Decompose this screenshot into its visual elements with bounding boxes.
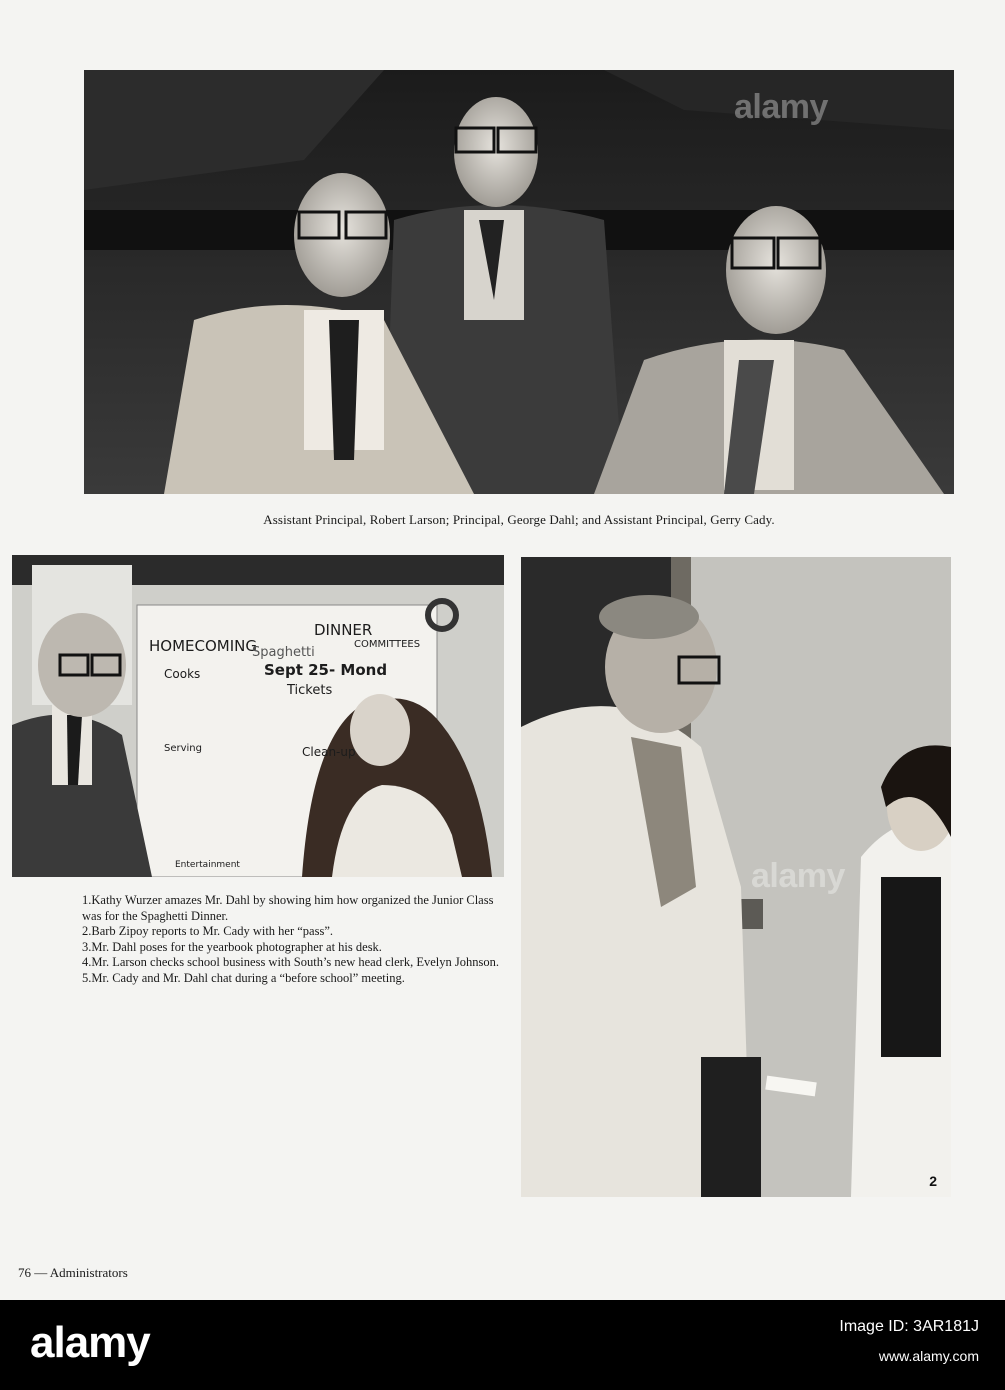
board-serving: Serving	[164, 743, 202, 754]
stock-banner	[0, 1300, 1005, 1390]
alamy-logo: alamy	[30, 1318, 150, 1367]
board-entertainment: Entertainment	[175, 860, 240, 870]
caption-item: 2.Barb Zipoy reports to Mr. Cady with her “pass”.	[82, 924, 333, 938]
homecoming-board-photo-art	[12, 555, 504, 877]
homecoming-board-photo	[12, 555, 504, 877]
page-folio: 76 — Administrators	[18, 1265, 128, 1280]
watermark-text: alamy	[751, 857, 845, 895]
board-date: Sept 25- Mond	[264, 661, 388, 679]
board-cleanup: Clean-up	[302, 745, 356, 759]
hall-pass-photo	[521, 557, 951, 1197]
site-url: www.alamy.com	[878, 1348, 979, 1364]
caption-item: 3.Mr. Dahl poses for the yearbook photographer at his desk.	[82, 939, 382, 954]
administrators-photo	[84, 70, 954, 494]
caption-item: 5.Mr. Cady and Mr. Dahl chat during a “before school” meeting.	[82, 970, 405, 985]
top-photo-caption: Assistant Principal, Robert Larson; Principal, George Dahl; and Assistant Principal, Gerry Cady.	[263, 512, 775, 527]
board-cooks: Cooks	[164, 667, 201, 681]
caption-item: 1.Kathy Wurzer amazes Mr. Dahl by showing him how organized the Junior Class was for the Spaghetti Dinner.	[82, 893, 494, 923]
photo-number: 2	[929, 1173, 937, 1189]
administrators-photo-art	[84, 70, 954, 494]
board-heading-committees: COMMITTEES	[354, 639, 421, 650]
photo-caption-list	[82, 893, 512, 986]
board-heading-spaghetti: Spaghetti	[252, 645, 315, 660]
board-tickets: Tickets	[287, 683, 333, 698]
caption-item: 4.Mr. Larson checks school business with South’s new head clerk, Evelyn Johnson.	[82, 955, 499, 969]
watermark-text: alamy	[734, 88, 828, 126]
board-heading-dinner: DINNER	[314, 621, 373, 639]
hall-pass-photo-art	[521, 557, 951, 1197]
board-heading-homecoming: HOMECOMING	[149, 637, 257, 655]
image-id-label: Image ID: 3AR181J	[839, 1318, 979, 1335]
